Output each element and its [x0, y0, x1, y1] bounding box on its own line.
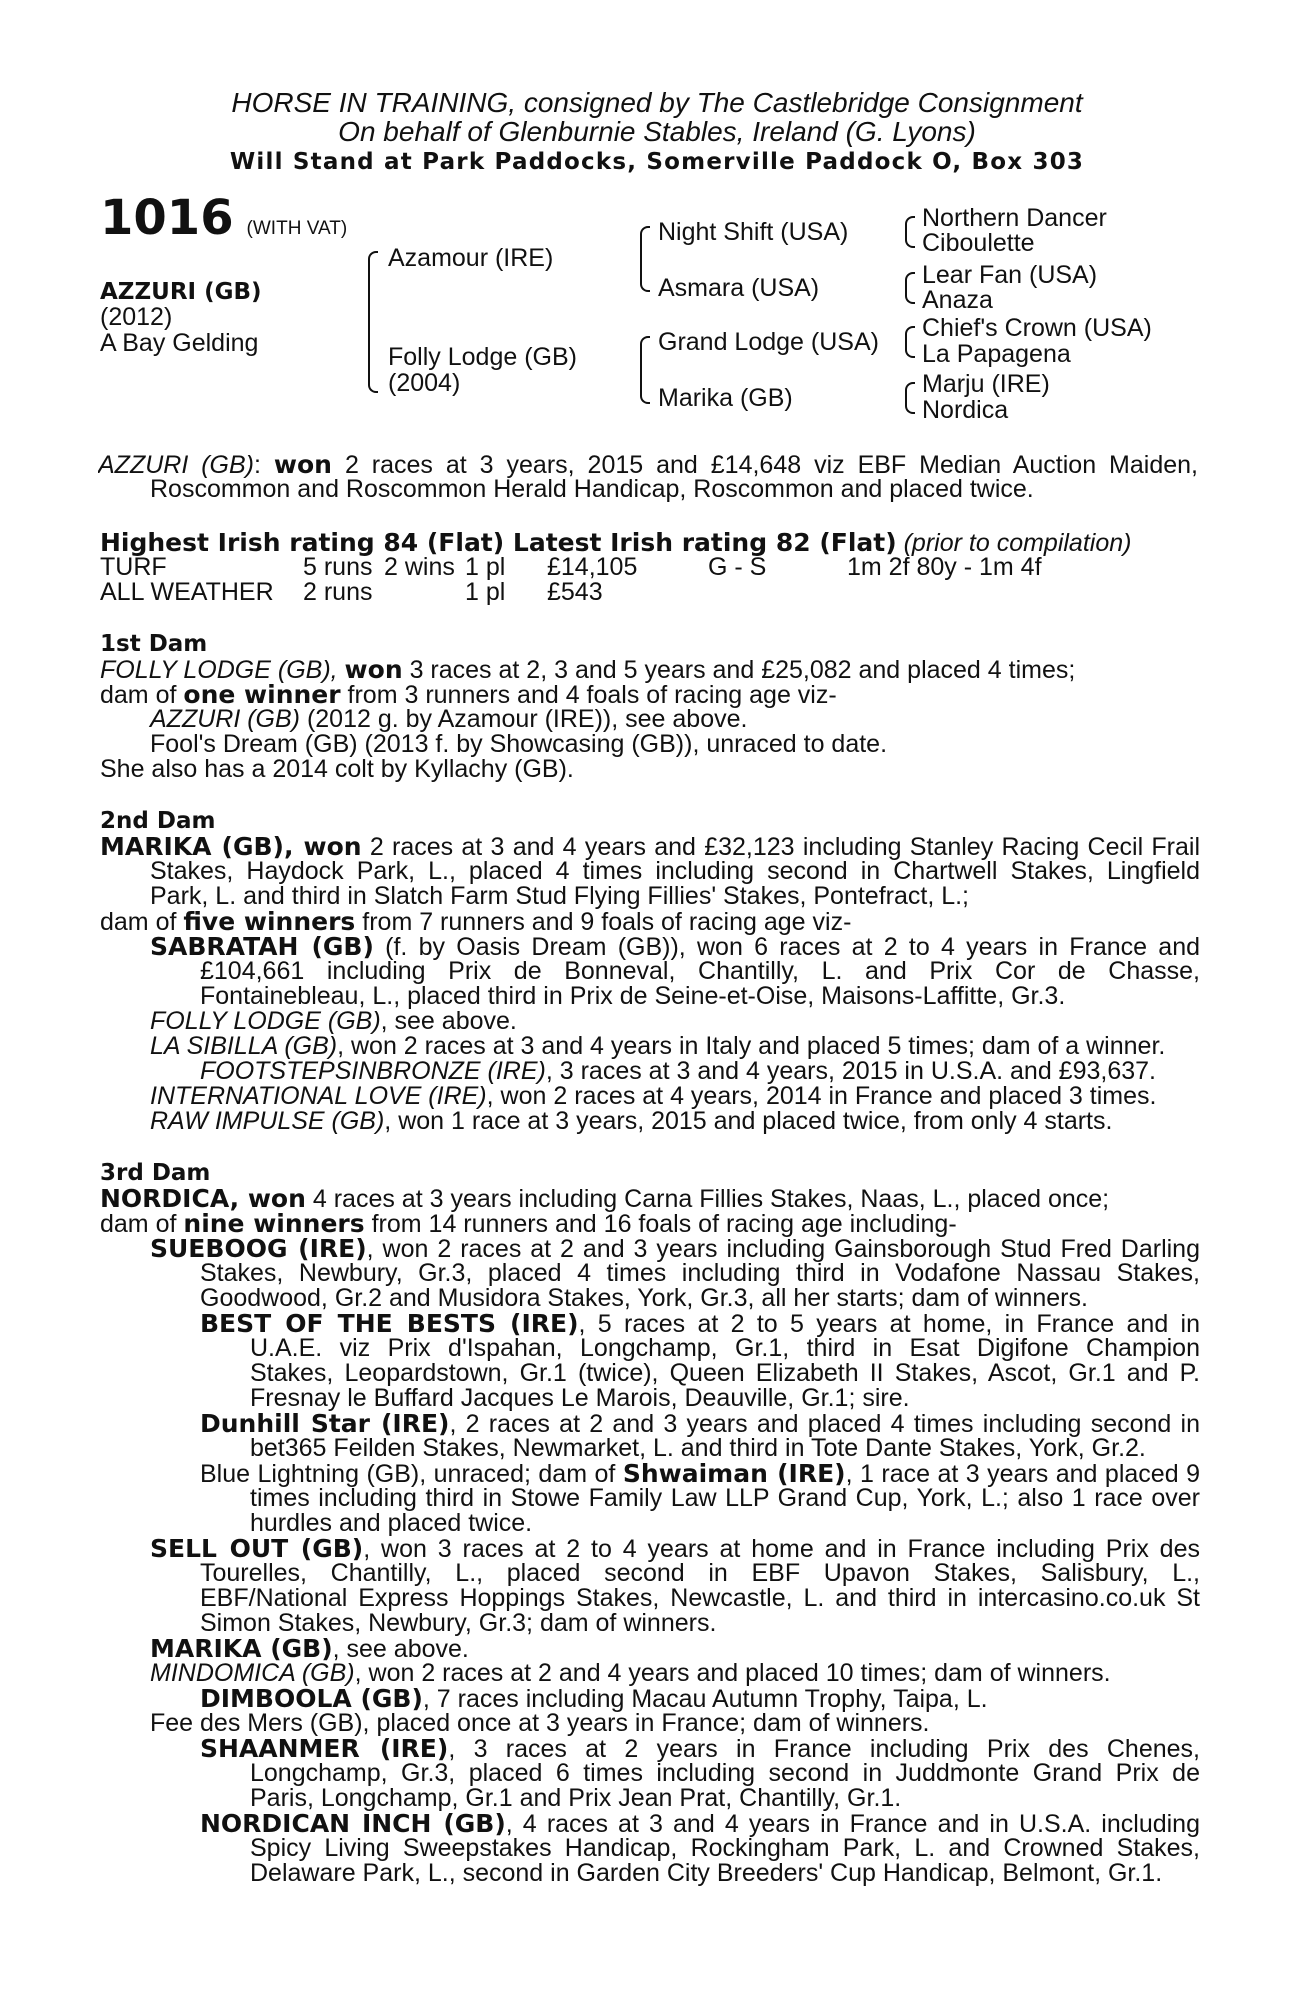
section-heading: 3rd Dam — [100, 1160, 211, 1186]
sire-dam: Asmara (USA) — [658, 274, 820, 302]
dam: Folly Lodge (GB) — [388, 343, 577, 371]
horse-description: A Bay Gelding — [100, 329, 259, 357]
text-line: FOLLY LODGE (GB), see above. — [150, 1007, 517, 1035]
text-line: U.A.E. viz Prix d'Ispahan, Longchamp, Gr.1, third in Esat Digifone Champion — [250, 1336, 1200, 1362]
text-line: dam of nine winners from 14 runners and 16 foals of racing age including- — [100, 1209, 957, 1238]
dss: Chief's Crown (USA) — [922, 314, 1152, 342]
text-line: RAW IMPULSE (GB), won 1 race at 3 years, 2015 and placed twice, from only 4 starts. — [150, 1107, 1113, 1135]
section-heading: 1st Dam — [100, 631, 208, 657]
text-line: SUEBOOG (IRE), won 2 races at 2 and 3 years including Gainsborough Stud Fred Darling — [150, 1236, 1200, 1263]
pedigree-bracket — [640, 226, 650, 292]
stand-location: Will Stand at Park Paddocks, Somerville Paddock O, Box 303 — [229, 149, 1085, 175]
text-line: Stakes, Leopardstown, Gr.1 (twice), Queen Elizabeth II Stakes, Ascot, Gr.1 and P. — [250, 1361, 1200, 1387]
text-line: Fool's Dream (GB) (2013 f. by Showcasing (GB)), unraced to date. — [150, 730, 888, 758]
text-line: Fresnay le Buffard Jacques Le Marois, Deauville, Gr.1; sire. — [250, 1384, 910, 1412]
form-cell: 2 wins — [384, 553, 455, 581]
text-line: FOOTSTEPSINBRONZE (IRE), 3 races at 3 and 4 years, 2015 in U.S.A. and £93,637. — [200, 1057, 1156, 1085]
text-line: BEST OF THE BESTS (IRE), 5 races at 2 to 5 years at home, in France and in — [200, 1311, 1200, 1338]
text-line: NORDICA, won 4 races at 3 years including Carna Fillies Stakes, Naas, L., placed once; — [100, 1184, 1110, 1213]
text-line: NORDICAN INCH (GB), 4 races at 3 and 4 years in France and in U.S.A. including — [200, 1811, 1200, 1838]
form-cell: £543 — [547, 578, 603, 606]
rating-line: Highest Irish rating 84 (Flat) Latest Irish rating 82 (Flat) (prior to compilation) — [100, 528, 1132, 557]
text-line: Delaware Park, L., second in Garden City Breeders' Cup Handicap, Belmont, Gr.1. — [250, 1859, 1163, 1887]
text-line: Stakes, Newbury, Gr.3, placed 4 times including third in Vodafone Nassau Stakes, — [200, 1261, 1200, 1287]
text-line: bet365 Feilden Stakes, Newmarket, L. and third in Tote Dante Stakes, York, Gr.2. — [250, 1434, 1146, 1462]
pedigree-bracket — [905, 216, 915, 248]
text-line: dam of one winner from 3 runners and 4 foals of racing age viz- — [100, 680, 837, 709]
form-cell: TURF — [100, 553, 167, 581]
dam-dam: Marika (GB) — [658, 384, 793, 412]
sss: Northern Dancer — [922, 204, 1107, 232]
dam-year: (2004) — [388, 369, 461, 397]
form-cell: 1 pl — [465, 578, 506, 606]
form-cell: ALL WEATHER — [100, 578, 274, 606]
pedigree-bracket — [905, 326, 915, 358]
text-line: Longchamp, Gr.3, placed 6 times including second in Juddmonte Grand Prix de — [250, 1761, 1200, 1787]
text-line: EBF/National Express Hoppings Stakes, Newcastle, L. and third in intercasino.co.uk St — [200, 1586, 1200, 1612]
text-line: Spicy Living Sweepstakes Handicap, Rockingham Park, L. and Crowned Stakes, — [250, 1836, 1200, 1862]
text-line: Blue Lightning (GB), unraced; dam of Shwaiman (IRE), 1 race at 3 years and placed 9 — [200, 1461, 1200, 1488]
sire: Azamour (IRE) — [388, 244, 554, 272]
text-line: DIMBOOLA (GB), 7 races including Macau Autumn Trophy, Taipa, L. — [200, 1684, 988, 1713]
form-cell: 5 runs — [303, 553, 373, 581]
consignor-line: HORSE IN TRAINING, consigned by The Castlebridge Consignment — [231, 87, 1083, 118]
text-line: Stakes, Haydock Park, L., placed 4 times including second in Chartwell Stakes, Lingfield — [150, 859, 1200, 885]
dsd: La Papagena — [922, 340, 1071, 368]
sire-sire: Night Shift (USA) — [658, 218, 849, 246]
pedigree-bracket — [368, 251, 378, 393]
text-line: SHAANMER (IRE), 3 races at 2 years in France including Prix des Chenes, — [200, 1736, 1200, 1763]
lot-number-row — [100, 190, 348, 246]
dds: Marju (IRE) — [922, 370, 1050, 398]
ssd: Ciboulette — [922, 229, 1035, 257]
text-line: Paris, Longchamp, Gr.1 and Prix Jean Prat, Chantilly, Gr.1. — [250, 1784, 902, 1812]
text-line: Park, L. and third in Slatch Farm Stud Flying Fillies' Stakes, Pontefract, L.; — [150, 882, 970, 910]
text-line: Goodwood, Gr.2 and Musidora Stakes, York, Gr.3, all her starts; dam of winners. — [200, 1284, 1088, 1312]
text-line: £104,661 including Prix de Bonneval, Chantilly, L. and Prix Cor de Chasse, — [200, 959, 1200, 985]
form-cell: £14,105 — [547, 553, 638, 581]
ddd: Nordica — [922, 396, 1009, 424]
text-line: MARIKA (GB), won 2 races at 3 and 4 years and £32,123 including Stanley Racing Cecil Frail — [100, 834, 1200, 861]
text-line: MINDOMICA (GB), won 2 races at 2 and 4 years and placed 10 times; dam of winners. — [150, 1659, 1111, 1687]
section-heading: 2nd Dam — [100, 808, 216, 834]
horse-name: AZZURI (GB) — [100, 279, 262, 305]
text-line: Tourelles, Chantilly, L., placed second in EBF Upavon Stakes, Salisbury, L., — [200, 1561, 1200, 1587]
text-line: INTERNATIONAL LOVE (IRE), won 2 races at 4 years, 2014 in France and placed 3 times. — [150, 1082, 1157, 1110]
text-line: SABRATAH (GB) (f. by Oasis Dream (GB)), won 6 races at 2 to 4 years in France and — [150, 934, 1200, 961]
pedigree-bracket — [905, 382, 915, 414]
vat-note: (WITH VAT) — [246, 218, 348, 239]
text-line: Fee des Mers (GB), placed once at 3 years in France; dam of winners. — [150, 1709, 930, 1737]
form-cell: 1m 2f 80y - 1m 4f — [847, 553, 1042, 581]
text-line: Simon Stakes, Newbury, Gr.3; dam of winners. — [200, 1609, 717, 1637]
text-line: Dunhill Star (IRE), 2 races at 2 and 3 years and placed 4 times including second in — [200, 1411, 1200, 1438]
text-line: AZZURI (GB) (2012 g. by Azamour (IRE)), see above. — [150, 705, 748, 733]
form-cell: 2 runs — [303, 578, 373, 606]
text-line: MARIKA (GB), see above. — [150, 1634, 469, 1663]
text-line: She also has a 2014 colt by Kyllachy (GB). — [100, 755, 574, 783]
lot-number: 1016 — [100, 190, 234, 246]
text-line: dam of five winners from 7 runners and 9 foals of racing age viz- — [100, 907, 852, 936]
pedigree-bracket — [905, 272, 915, 304]
form-cell: G - S — [708, 553, 767, 581]
dam-sire: Grand Lodge (USA) — [658, 328, 879, 356]
pedigree-bracket — [640, 336, 650, 404]
sds: Lear Fan (USA) — [922, 261, 1098, 289]
text-line: times including third in Stowe Family Law LLP Grand Cup, York, L.; also 1 race over — [250, 1486, 1200, 1512]
race-summary-line: Roscommon and Roscommon Herald Handicap, Roscommon and placed twice. — [150, 475, 1034, 503]
form-cell: 1 pl — [465, 553, 506, 581]
on-behalf-line: On behalf of Glenburnie Stables, Ireland (G. Lyons) — [338, 116, 976, 147]
text-line: FOLLY LODGE (GB), won 3 races at 2, 3 and 5 years and £25,082 and placed 4 times; — [100, 655, 1076, 684]
race-summary-line: AZZURI (GB): won 2 races at 3 years, 2015 and £14,648 viz EBF Median Auction Maiden, — [98, 452, 1198, 479]
text-line: SELL OUT (GB), won 3 races at 2 to 4 years at home and in France including Prix des — [150, 1536, 1200, 1563]
text-line: LA SIBILLA (GB), won 2 races at 3 and 4 years in Italy and placed 5 times; dam of a winner. — [150, 1032, 1166, 1060]
text-line: Fontainebleau, L., placed third in Prix de Seine-et-Oise, Maisons-Laffitte, Gr.3. — [200, 982, 1066, 1010]
foaling-year: (2012) — [100, 303, 173, 331]
sdd: Anaza — [922, 286, 993, 314]
text-line: hurdles and placed twice. — [250, 1509, 533, 1537]
